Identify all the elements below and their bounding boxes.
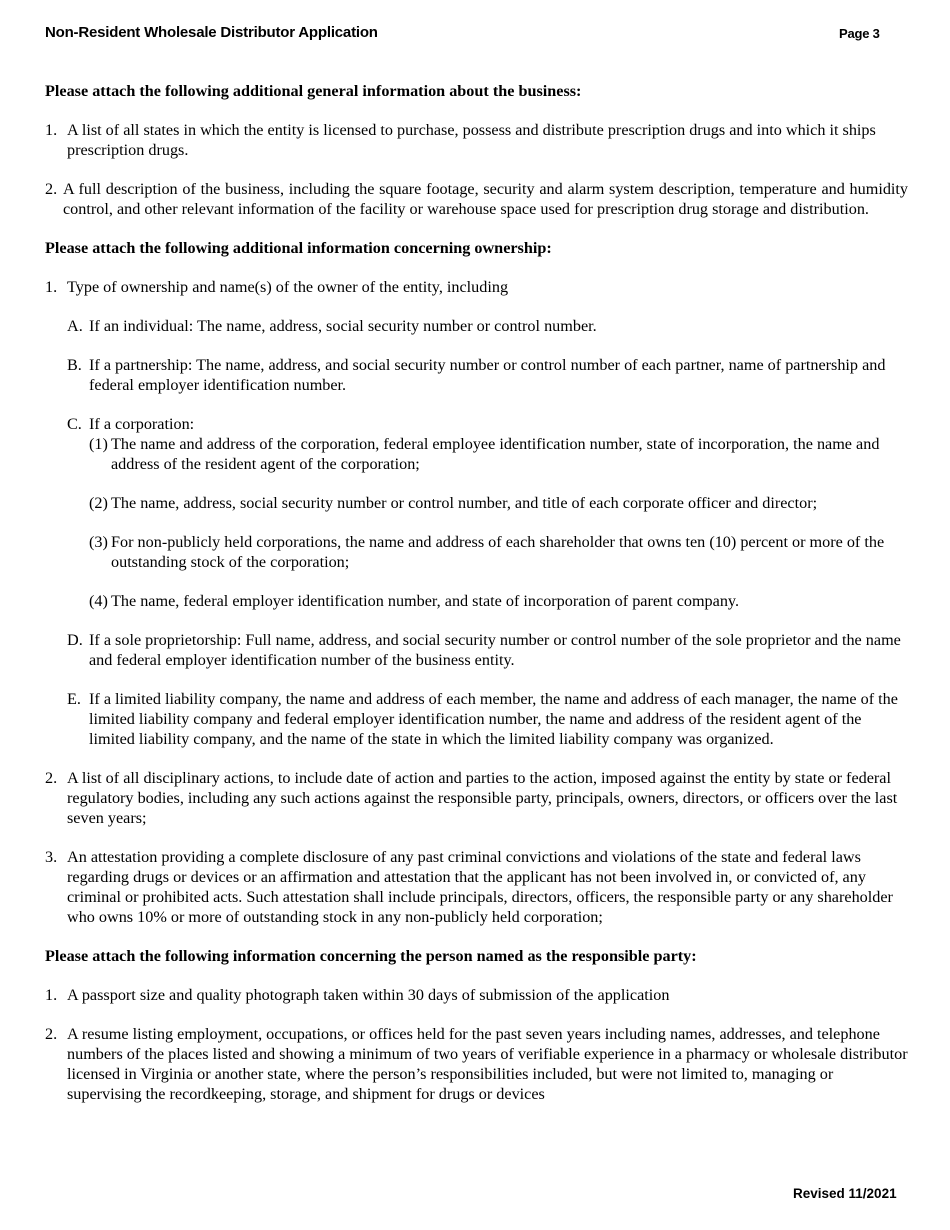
list-text: A list of all disciplinary actions, to include date of action and parties to the action, imposed against the entity by state or federal regulatory bodies, including any such actions against the responsible party, principals, owners, directors, or officers over the last seven years;: [67, 769, 898, 827]
list-text: A resume listing employment, occupations, or offices held for the past seven years including names, addresses, and telephone numbers of the places listed and showing a minimum of two years of verifiable experience in a pharmacy or wholesale distributor licensed in Virginia or another state, where the person’s responsibilities included, but were not limited to, managing or supervising the recordkeeping, storage, and shipment for drugs or devices: [67, 1025, 908, 1103]
sub-item-corporation: [45, 414, 908, 434]
list-text: An attestation providing a complete disclosure of any past criminal convictions and violations of the state and federal laws regarding drugs or devices or an affirmation and attestation that the applicant has not been involved in, or convicted of, any criminal or prohibited acts. Such attestation shall include principals, directors, officers, the responsible party or any shareholder who owns 10% or more of outstanding stock in any non-publicly held corporation;: [67, 848, 893, 926]
list-text: If a corporation:: [89, 415, 195, 433]
list-item: [45, 277, 908, 297]
list-text: If a limited liability company, the name and address of each member, the name and address of each manager, the name of the limited liability company and federal employer identification number, the name and address of the resident agent of the limited liability company, and the name of the state in which the limited liability company was organized.: [89, 690, 898, 748]
sub-item-sole-proprietorship: [45, 630, 908, 670]
corporation-item: [45, 532, 908, 572]
sub-item-partnership: [45, 355, 908, 395]
list-item: [45, 847, 908, 927]
list-marker: 2.: [45, 769, 58, 787]
sub-item-individual: [45, 316, 908, 336]
list-text: The name, address, social security number or control number, and title of each corporate officer and director;: [111, 494, 818, 512]
list-text: A list of all states in which the entity is licensed to purchase, possess and distribute prescription drugs and into which it ships prescription drugs.: [67, 121, 876, 159]
list-marker: 1.: [45, 278, 58, 296]
revision-date: Revised 11/2021: [793, 1186, 897, 1201]
list-text: The name and address of the corporation, federal employee identification number, state of incorporation, the name and address of the resident agent of the corporation;: [111, 435, 880, 473]
document-title: Non-Resident Wholesale Distributor Application: [45, 24, 378, 41]
section-heading-ownership: Please attach the following additional information concerning ownership:: [45, 239, 552, 257]
list-marker: E.: [67, 690, 81, 708]
sub-item-llc: [45, 689, 908, 749]
list-marker: (1): [89, 435, 108, 453]
list-marker: (4): [89, 592, 108, 610]
list-marker: 1.: [45, 986, 58, 1004]
document-body: [45, 81, 908, 1123]
list-text: A passport size and quality photograph taken within 30 days of submission of the application: [67, 986, 670, 1004]
list-text: If a partnership: The name, address, and social security number or control number of each partner, name of partnership and federal employer identification number.: [89, 356, 886, 394]
list-item: [45, 120, 908, 160]
list-marker: D.: [67, 631, 83, 649]
corporation-item: [45, 591, 908, 611]
list-marker: B.: [67, 356, 82, 374]
list-item: [45, 1024, 908, 1104]
list-text: For non-publicly held corporations, the name and address of each shareholder that owns ten (10) percent or more of the outstanding stock of the corporation;: [111, 533, 885, 571]
list-marker: 1.: [45, 121, 58, 139]
section-heading-responsible-party: Please attach the following information concerning the person named as the responsible party:: [45, 947, 697, 965]
list-marker: 3.: [45, 848, 58, 866]
list-marker: (3): [89, 533, 108, 551]
list-marker: A.: [67, 317, 83, 335]
section-heading-business: Please attach the following additional general information about the business:: [45, 82, 582, 100]
list-text: If a sole proprietorship: Full name, address, and social security number or control number of the sole proprietor and the name and federal employer identification number of the business entity.: [89, 631, 901, 669]
list-marker: 2.: [45, 1025, 58, 1043]
list-marker: C.: [67, 415, 82, 433]
corporation-item: [45, 493, 908, 513]
list-marker: (2): [89, 494, 108, 512]
list-text: If an individual: The name, address, social security number or control number.: [89, 317, 597, 335]
page-number: Page 3: [839, 26, 880, 41]
list-item: [45, 985, 908, 1005]
list-item: [45, 768, 908, 828]
list-text: A full description of the business, including the square footage, security and alarm system description, temperature and humidity control, and other relevant information of the facility or warehouse space used for prescription drug storage and distribution.: [63, 180, 908, 218]
list-marker: 2.: [45, 180, 58, 198]
list-text: Type of ownership and name(s) of the owner of the entity, including: [67, 278, 509, 296]
corporation-item: [45, 434, 908, 474]
list-item: [45, 179, 908, 219]
list-text: The name, federal employer identification number, and state of incorporation of parent company.: [111, 592, 740, 610]
